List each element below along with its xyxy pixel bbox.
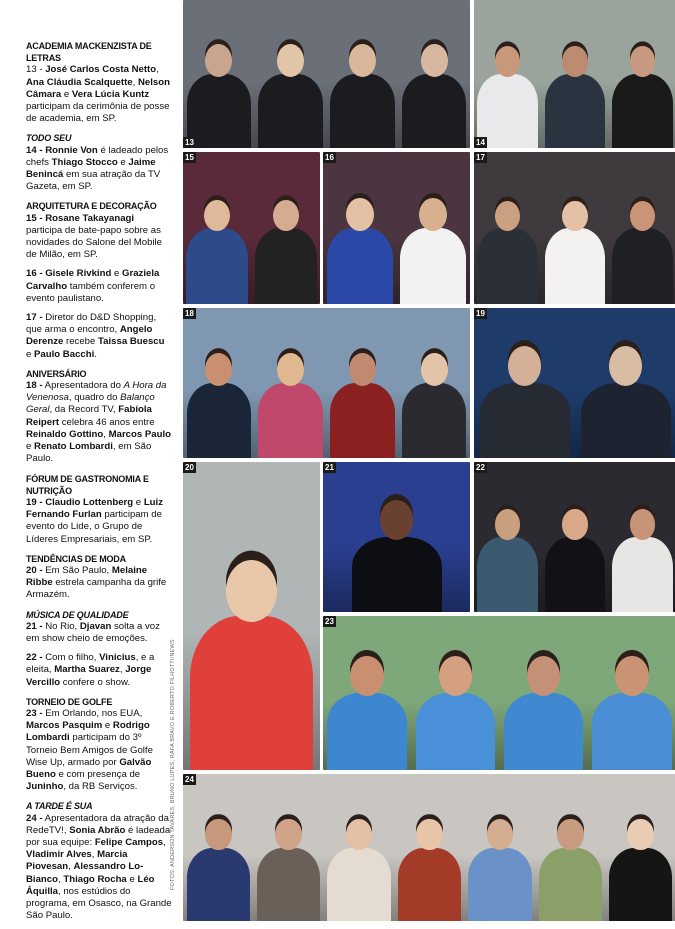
caption-column xyxy=(26,40,172,929)
person-figure xyxy=(612,22,673,148)
caption-entry xyxy=(26,368,172,466)
photo-number: 21 xyxy=(325,463,334,472)
caption-entry xyxy=(26,312,172,361)
caption-text: 24 - Apresentadora da atração da RedeTV!, Sonia Abrão é ladeada por sua equipe: Felipe Campos, Vladimir Alves, Marcia Piovesan, Alessandro Lo-Bianco, Thiago Rocha e Léo Áquilla, nos estúdios do programa, em Osasco, na Grande São Paulo. xyxy=(26,812,172,922)
caption-entry xyxy=(26,553,172,602)
photo-21 xyxy=(323,462,470,612)
person-figure xyxy=(477,175,538,304)
photo-credit xyxy=(168,640,178,890)
section-heading: ARQUITETURA E DECORAÇÃO xyxy=(26,201,157,212)
person-figure xyxy=(612,175,673,304)
section-heading: ANIVERSÁRIO xyxy=(26,368,87,379)
person-figure xyxy=(416,639,495,770)
photo-19 xyxy=(474,308,675,458)
person-figure xyxy=(190,508,313,770)
person-figure xyxy=(402,22,467,148)
caption-text: 19 - Claudio Lottenberg e Luiz Fernando Furlan participam de evento do Lide, o Grupo de Líderes Empresariais, em SP. xyxy=(26,496,163,545)
section-heading: TODO SEU xyxy=(26,133,72,144)
caption-entry xyxy=(26,652,172,689)
caption-text: 16 - Gisele Rivkind e Graziela Carvalho também conferem o evento paulistano. xyxy=(26,268,160,304)
caption-entry xyxy=(26,473,172,546)
person-figure xyxy=(327,175,393,304)
person-figure xyxy=(545,175,606,304)
caption-text: 17 - Diretor do D&D Shopping, que arma o encontro, Angelo Derenze recebe Taissa Buescu e Paulo Bacchi. xyxy=(26,312,165,360)
person-figure xyxy=(255,175,317,304)
caption-text: 20 - Em São Paulo, Melaine Ribbe estrela campanha da grife Armazém. xyxy=(26,564,167,601)
photo-20 xyxy=(183,462,320,770)
caption-entry xyxy=(26,609,172,646)
caption-text: 15 - Rosane Takayanagi participa de bate-papo sobre as novidades do Salone del Mobile de Milão, em SP. xyxy=(26,212,163,261)
caption-text: 22 - Com o filho, Vinicius, e a eleita, Martha Suarez, Jorge Vercillo confere o show. xyxy=(26,652,155,688)
photo-number: 24 xyxy=(185,775,194,784)
person-figure xyxy=(258,22,323,148)
person-figure xyxy=(330,22,395,148)
caption-entry xyxy=(26,132,172,193)
photo-number: 15 xyxy=(185,153,194,162)
photo-15 xyxy=(183,152,320,304)
section-heading: A TARDE É SUA xyxy=(26,801,93,812)
photo-18 xyxy=(183,308,470,458)
photo-23 xyxy=(323,616,675,770)
photo-number: 19 xyxy=(476,309,485,318)
person-figure xyxy=(477,22,538,148)
person-figure xyxy=(257,796,320,921)
photo-24 xyxy=(183,774,675,921)
caption-text: 13 - José Carlos Costa Netto, Ana Cláudia Scalquette, Nelson Câmara e Vera Lúcia Kuntz participam da cerimônia de posse de academia, em SP. xyxy=(26,64,170,125)
section-heading: FÓRUM DE GASTRONOMIA E NUTRIÇÃO xyxy=(26,473,149,496)
person-figure xyxy=(609,796,672,921)
caption-entry xyxy=(26,200,172,261)
person-figure xyxy=(468,796,531,921)
photo-number: 14 xyxy=(476,138,485,147)
person-figure xyxy=(402,331,467,459)
caption-entry xyxy=(26,800,172,922)
photo-22 xyxy=(474,462,675,612)
section-heading: ACADEMIA MACKENZISTA DE LETRAS xyxy=(26,41,152,64)
person-figure xyxy=(539,796,602,921)
photo-17 xyxy=(474,152,675,304)
person-figure xyxy=(258,331,323,459)
person-figure xyxy=(480,331,570,459)
photo-13 xyxy=(183,0,470,148)
person-figure xyxy=(545,22,606,148)
person-figure xyxy=(400,175,466,304)
person-figure xyxy=(187,796,250,921)
person-figure xyxy=(545,485,606,613)
person-figure xyxy=(504,639,583,770)
photo-credit-text: FOTOS: ANDERSON TAVARES, BRUNO LUPES, RAFA BRAVO E ROBERTO FILHOTTI/NEWS xyxy=(170,639,176,890)
photo-number: 23 xyxy=(325,617,334,626)
section-heading: MÚSICA DE QUALIDADE xyxy=(26,609,129,620)
person-figure xyxy=(398,796,461,921)
person-figure xyxy=(352,485,442,613)
person-figure xyxy=(592,639,671,770)
person-figure xyxy=(187,331,252,459)
caption-text: 21 - No Rio, Djavan solta a voz em show cheio de emoções. xyxy=(26,620,160,644)
section-heading: TORNEIO DE GOLFE xyxy=(26,696,113,707)
caption-entry xyxy=(26,40,172,125)
person-figure xyxy=(186,175,248,304)
caption-text: 18 - Apresentadora do A Hora da Venenosa, quadro do Balanço Geral, da Record TV, Fabíola Reipert celebra 46 anos entre Reinaldo Gottino, Marcos Paulo e Renato Lombardi, em São Paulo. xyxy=(26,380,172,465)
photo-16 xyxy=(323,152,470,304)
person-figure xyxy=(327,796,390,921)
person-figure xyxy=(330,331,395,459)
photo-number: 18 xyxy=(185,309,194,318)
photo-number: 17 xyxy=(476,153,485,162)
person-figure xyxy=(581,331,671,459)
caption-entry xyxy=(26,268,172,305)
caption-text: 14 - Ronnie Von é ladeado pelos chefs Thiago Stocco e Jaime Benincá em sua atração da TV Gazeta, em SP. xyxy=(26,144,169,193)
photo-number: 16 xyxy=(325,153,334,162)
caption-entry xyxy=(26,696,172,794)
section-heading: TENDÊNCIAS DE MODA xyxy=(26,553,126,564)
photo-14 xyxy=(474,0,675,148)
caption-text: 23 - Em Orlando, nos EUA, Marcos Pasquim e Rodrigo Lombardi participam do 3º Torneio Bem Amigos de Golfe Wise Up, armado por Galvão Bueno e com presença de Juninho, da RB Serviços. xyxy=(26,707,153,793)
photo-number: 13 xyxy=(185,138,194,147)
person-figure xyxy=(477,485,538,613)
person-figure xyxy=(187,22,252,148)
photo-number: 20 xyxy=(185,463,194,472)
photo-number: 22 xyxy=(476,463,485,472)
person-figure xyxy=(612,485,673,613)
person-figure xyxy=(327,639,406,770)
